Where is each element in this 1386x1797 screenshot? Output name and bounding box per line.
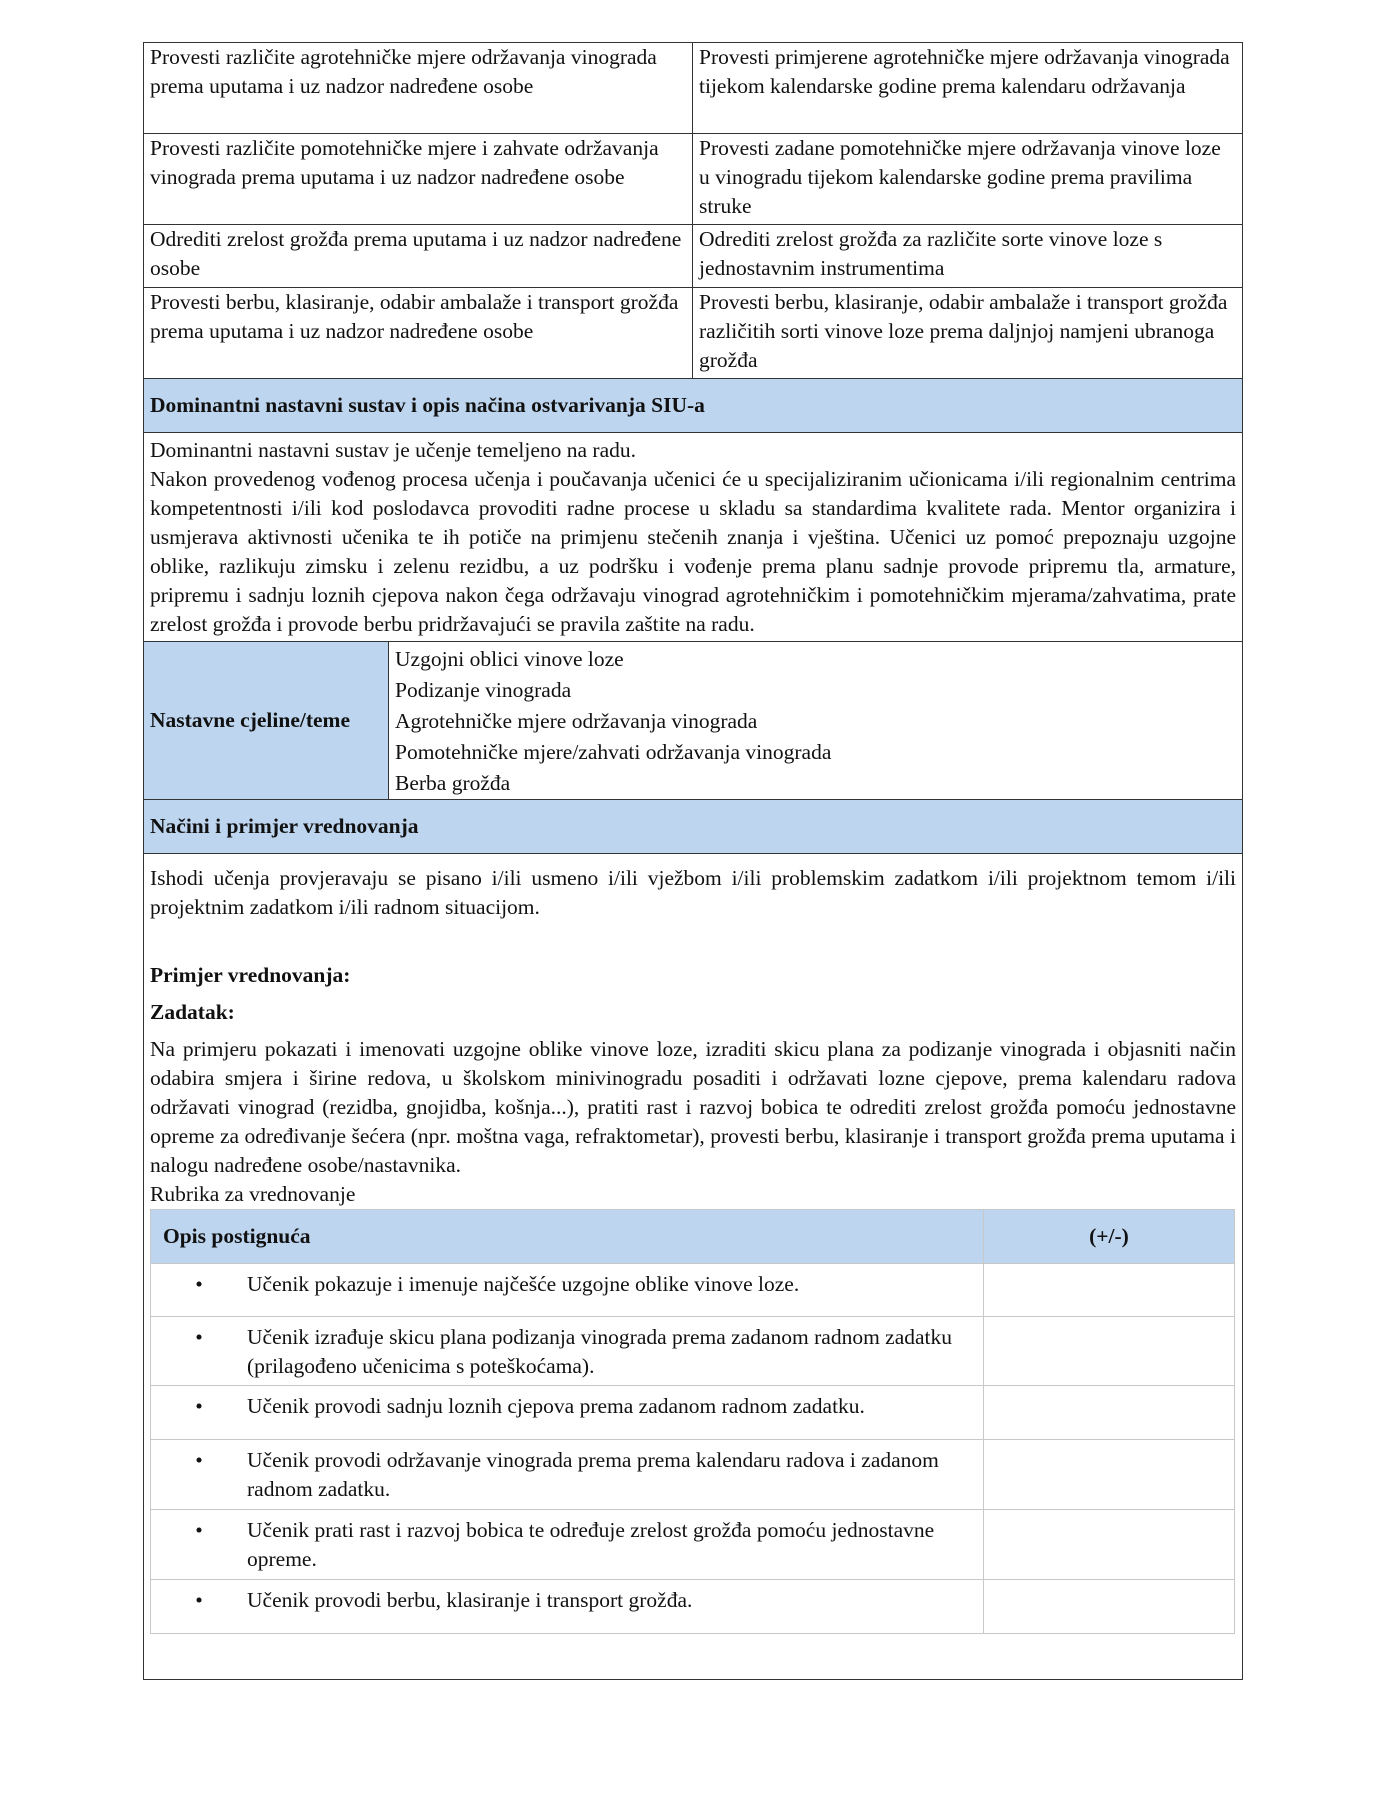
topic-item: Pomotehničke mjere/zahvati održavanja vinograda	[395, 740, 832, 764]
rubric-mark-cell[interactable]	[984, 1386, 1235, 1440]
task-description: Na primjeru pokazati i imenovati uzgojne oblike vinove loze, izraditi skicu plana za podizanje vinograda i objasniti način odabira smjera i širine redova, u školskom minivinogradu posaditi i održavati lozne cjepove, prema kalendaru radova održavati vinograd (rezidba, gnojidba, košnja...), pratiti rast i razvoj bobica te odrediti zrelost grožđa pomoću jednostavne opreme za određivanje šećera (npr. moštna vaga, refraktometar), provesti berbu, klasiranje i transport grožđa prema uputama i nalogu nadređene osobe/nastavnika.	[150, 1037, 1236, 1177]
outcome-cell: Provesti različite pomotehničke mjere i zahvate održavanja vinograda prema uputama i uz nadzor nadređene osobe	[144, 134, 693, 225]
table-row	[144, 43, 1243, 134]
topics-section	[143, 642, 1243, 800]
topics-list	[389, 642, 1242, 799]
rubric-criterion: Učenik prati rast i razvoj bobica te određuje zrelost grožđa pomoću jednostavne opreme.	[247, 1518, 935, 1571]
outcome-cell: Provesti primjerene agrotehničke mjere održavanja vinograda tijekom kalendarske godine prema kalendaru održavanja	[693, 43, 1243, 134]
rubric-criterion: Učenik provodi sadnju loznih cjepova prema zadanom radnom zadatku.	[247, 1394, 865, 1418]
rubric-row	[151, 1580, 1235, 1634]
topic-item: Podizanje vinograda	[395, 678, 572, 702]
rubric-col-mark: (+/-)	[984, 1210, 1235, 1264]
topic-item: Uzgojni oblici vinove loze	[395, 647, 624, 671]
outcome-cell: Provesti berbu, klasiranje, odabir ambalaže i transport grožđa prema uputama i uz nadzor nadređene osobe	[144, 288, 693, 379]
rubric-table	[150, 1209, 1235, 1634]
outcome-cell: Provesti berbu, klasiranje, odabir ambalaže i transport grožđa različitih sorti vinove loze prema daljnjoj namjeni ubranoga grožđa	[693, 288, 1243, 379]
table-row	[144, 225, 1243, 288]
rubric-header-row	[151, 1210, 1235, 1264]
rubric-mark-cell[interactable]	[984, 1510, 1235, 1580]
evaluation-intro: Ishodi učenja provjeravaju se pisano i/ili usmeno i/ili vježbom i/ili problemskim zadatkom i/ili projektnom temom i/ili projektnim zadatkom i/ili radnom situacijom.	[150, 866, 1236, 919]
rubric-mark-cell[interactable]	[984, 1580, 1235, 1634]
spacer	[150, 922, 1236, 951]
section-header-evaluation: Načini i primjer vrednovanja	[143, 800, 1243, 854]
rubric-row	[151, 1386, 1235, 1440]
bullet-icon: •	[195, 1394, 203, 1418]
document-page	[143, 42, 1243, 1680]
rubric-row	[151, 1510, 1235, 1580]
section-header-dominant: Dominantni nastavni sustav i opis načina ostvarivanja SIU-a	[143, 379, 1243, 433]
bullet-icon: •	[195, 1448, 203, 1472]
dominant-description	[143, 433, 1243, 642]
rubric-criterion: Učenik provodi održavanje vinograda prema prema kalendaru radova i zadanom radnom zadatku.	[247, 1448, 939, 1501]
bullet-icon: •	[195, 1588, 203, 1612]
outcome-cell: Provesti različite agrotehničke mjere održavanja vinograda prema uputama i uz nadzor nadređene osobe	[144, 43, 693, 134]
topic-item: Agrotehničke mjere održavanja vinograda	[395, 709, 758, 733]
rubric-row	[151, 1317, 1235, 1386]
rubric-col-description: Opis postignuća	[151, 1210, 984, 1264]
task-heading: Zadatak:	[150, 1000, 235, 1024]
table-row	[144, 134, 1243, 225]
topic-item: Berba grožđa	[395, 771, 511, 795]
table-row	[144, 288, 1243, 379]
rubric-label: Rubrika za vrednovanje	[150, 1182, 356, 1206]
bullet-icon: •	[195, 1325, 203, 1349]
example-heading: Primjer vrednovanja:	[150, 963, 351, 987]
rubric-mark-cell[interactable]	[984, 1264, 1235, 1317]
rubric-criterion: Učenik provodi berbu, klasiranje i transport grožđa.	[247, 1588, 693, 1612]
rubric-mark-cell[interactable]	[984, 1317, 1235, 1386]
rubric-criterion: Učenik izrađuje skicu plana podizanja vinograda prema zadanom radnom zadatku (prilagođeno učenicima s poteškoćama).	[247, 1325, 953, 1378]
rubric-criterion: Učenik pokazuje i imenuje najčešće uzgojne oblike vinove loze.	[247, 1272, 800, 1296]
bullet-icon: •	[195, 1518, 203, 1542]
rubric-mark-cell[interactable]	[984, 1440, 1235, 1510]
outcome-cell: Odrediti zrelost grožđa prema uputama i uz nadzor nadređene osobe	[144, 225, 693, 288]
outcome-cell: Provesti zadane pomotehničke mjere održavanja vinove loze u vinogradu tijekom kalendarske godine prema pravilima struke	[693, 134, 1243, 225]
dominant-body: Nakon provedenog vođenog procesa učenja i poučavanja učenici će u specijaliziranim učionicama i/ili regionalnim centrima kompetentnosti i/ili kod poslodavca provoditi radne procese u skladu sa standardima kvalitete rada. Mentor organizira i usmjerava aktivnosti učenika te ih potiče na primjenu stečenih znanja i vještina. Učenici uz pomoć prepoznaju uzgojne oblike, razlikuju zimsku i zelenu rezidbu, a uz podršku i vođenje prema planu sadnje provode pripremu tla, armature, pripremu i sadnju loznih cjepova nakon čega održavaju vinograd agrotehničkim i pomotehničkim mjerama/zahvatima, prate zrelost grožđa i provode berbu pridržavajući se pravila zaštite na radu.	[150, 467, 1236, 636]
learning-outcomes-table	[143, 42, 1243, 379]
evaluation-section	[143, 854, 1243, 1680]
dominant-intro: Dominantni nastavni sustav je učenje temeljeno na radu.	[150, 438, 636, 462]
outcome-cell: Odrediti zrelost grožđa za različite sorte vinove loze s jednostavnim instrumentima	[693, 225, 1243, 288]
topics-label: Nastavne cjeline/teme	[144, 642, 389, 799]
bullet-icon: •	[195, 1272, 203, 1296]
rubric-row	[151, 1440, 1235, 1510]
rubric-row	[151, 1264, 1235, 1317]
